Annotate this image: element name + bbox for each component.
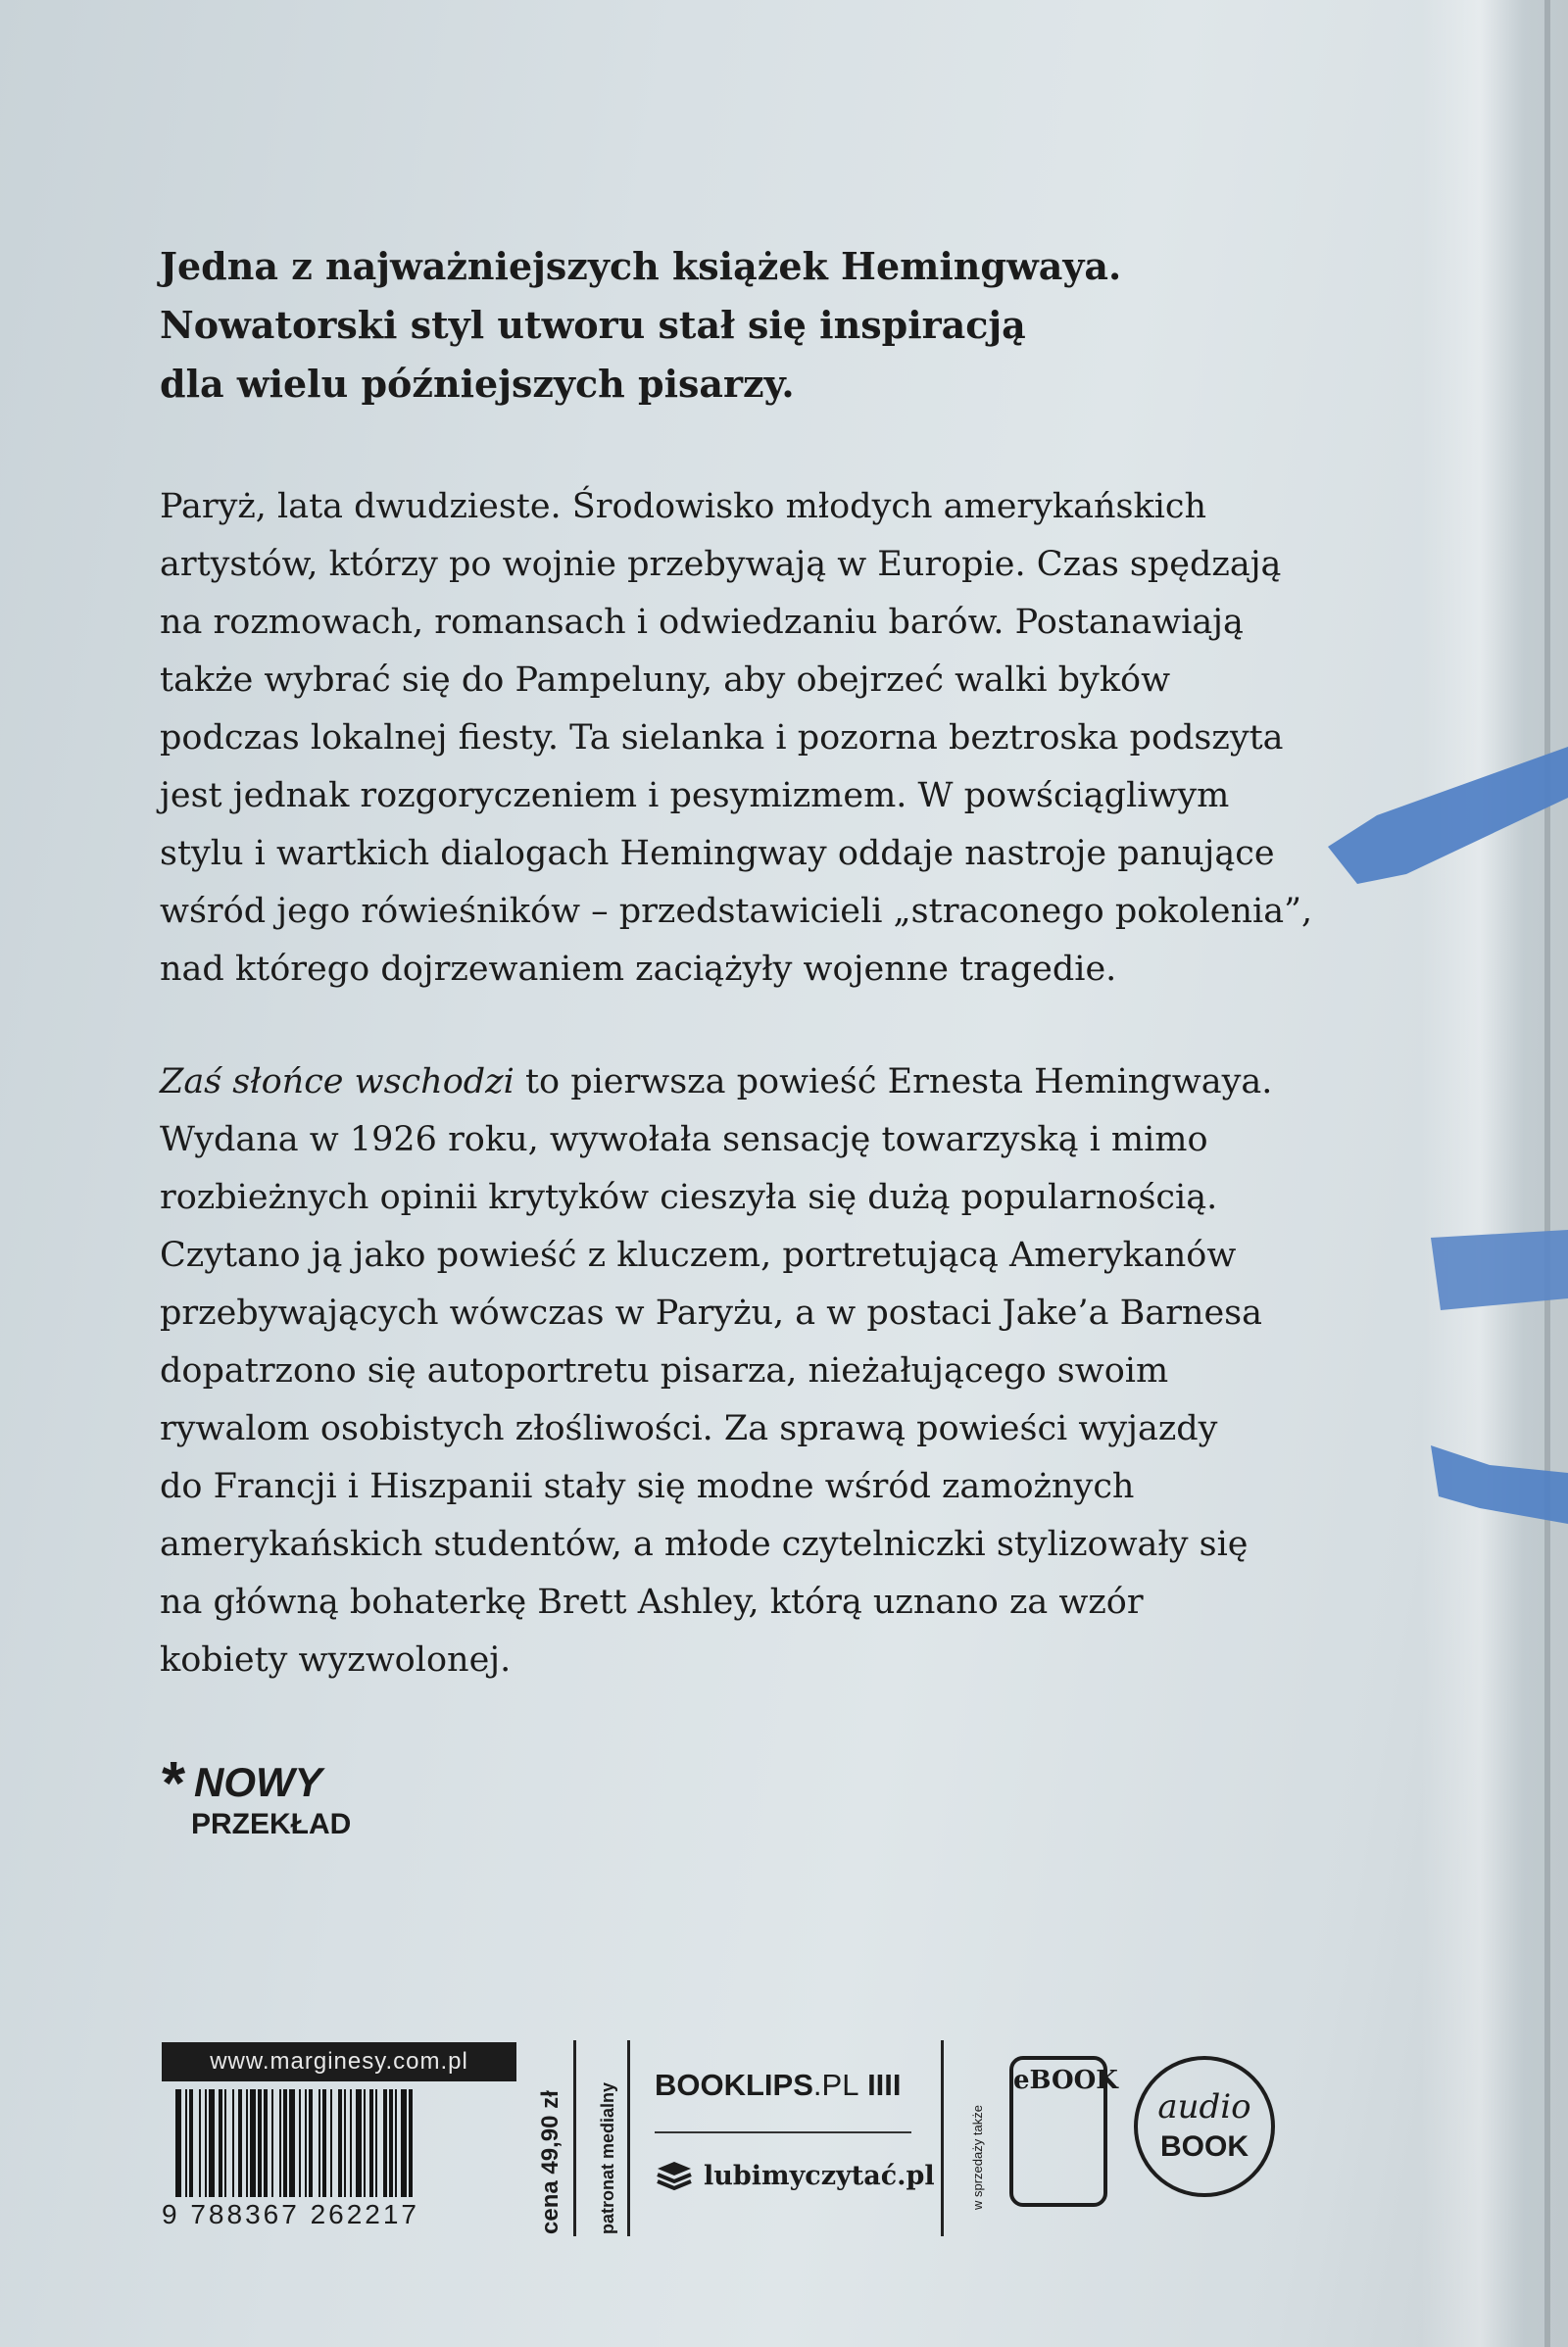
lubimyczytac-logo — [655, 2159, 935, 2192]
barcode-bar — [401, 2089, 407, 2197]
ribbon-bookmark-bottom — [1431, 1445, 1568, 1524]
barcode-bar — [289, 2089, 295, 2197]
barcode-bar — [224, 2089, 226, 2197]
description-paragraph-1 — [160, 478, 1336, 999]
barcode-bar — [395, 2089, 397, 2197]
audiobook-label-1: audio — [1157, 2087, 1251, 2127]
paragraph-line: amerykańskich studentów, a młode czytelniczki stylizowały się — [160, 1525, 1249, 1564]
barcode-bar — [369, 2089, 373, 2197]
asterisk-icon: * — [162, 1750, 186, 1818]
ebook-label: eBOOK — [1013, 2066, 1118, 2095]
paragraph-line: rywalom osobistych złośliwości. Za sprawą powieści wyjazdy — [160, 1409, 1218, 1448]
barcode-bar — [364, 2089, 366, 2197]
lubimyczytac-text: lubimyczytać.pl — [704, 2160, 935, 2191]
paragraph-line: rozbieżnych opinii krytyków cieszyła się dużą popularnością. — [160, 1178, 1218, 1217]
cover-spine-edge — [1544, 0, 1550, 2347]
barcode-bar — [389, 2089, 393, 2197]
divider — [627, 2040, 630, 2236]
paragraph-line: stylu i wartkich dialogach Hemingway oddaje nastroje panujące — [160, 834, 1275, 873]
barcode-bar — [409, 2089, 413, 2197]
barcode-bar — [383, 2089, 387, 2197]
paragraph-line: artystów, którzy po wojnie przebywają w Europie. Czas spędzają — [160, 545, 1282, 584]
barcode-bar — [189, 2089, 193, 2197]
book-stack-icon — [655, 2159, 694, 2192]
paragraph-line: wśród jego rówieśników – przedstawicieli „straconego pokolenia”, — [160, 892, 1313, 931]
paragraph-line: także wybrać się do Pampeluny, aby obejrzeć walki byków — [160, 660, 1171, 700]
audiobook-icon — [1134, 2056, 1275, 2197]
divider — [941, 2040, 944, 2236]
barcode-bar — [185, 2089, 187, 2197]
barcode-bar — [271, 2089, 273, 2197]
barcode-bar — [205, 2089, 207, 2197]
barcode-bar — [283, 2089, 287, 2197]
barcode-bar — [279, 2089, 281, 2197]
barcode-bar — [199, 2089, 201, 2197]
barcode-bar — [356, 2089, 362, 2197]
barcode-bar — [299, 2089, 301, 2197]
booklips-name: BOOKLIPS — [655, 2068, 813, 2102]
lead-text — [160, 237, 1316, 414]
paragraph-line-rest: to pierwsza powieść Ernesta Hemingwaya. — [514, 1062, 1273, 1101]
barcode-bar — [318, 2089, 320, 2197]
barcode-block — [162, 2042, 516, 2228]
barcode-bar — [258, 2089, 262, 2197]
lead-line: Nowatorski styl utworu stał się inspiracją — [160, 303, 1026, 347]
paragraph-line: do Francji i Hiszpanii stały się modne wśród zamożnych — [160, 1467, 1135, 1506]
lead-line: dla wielu późniejszych pisarzy. — [160, 362, 795, 406]
barcode-bar — [309, 2089, 313, 2197]
paragraph-line: kobiety wyzwolonej. — [160, 1640, 512, 1680]
paragraph-line: Wydana w 1926 roku, wywołała sensację towarzyską i mimo — [160, 1120, 1208, 1159]
ribbon-bookmark-top — [1328, 737, 1568, 884]
paragraph-line: na główną bohaterkę Brett Ashley, którą uznano za wzór — [160, 1583, 1144, 1622]
paragraph-line: Czytano ją jako powieść z kluczem, portretującą Amerykanów — [160, 1236, 1237, 1275]
description-paragraph-2 — [160, 1053, 1336, 1689]
paragraph-line: Paryż, lata dwudzieste. Środowisko młodych amerykańskich — [160, 487, 1207, 526]
booklips-logo — [655, 2068, 902, 2103]
publisher-url: www.marginesy.com.pl — [162, 2042, 516, 2081]
paragraph-line: na rozmowach, romansach i odwiedzaniu barów. Postanawiają — [160, 603, 1244, 642]
barcode-bar — [219, 2089, 222, 2197]
also-available-label: w sprzedaży także — [970, 2105, 985, 2210]
barcode-bar — [250, 2089, 256, 2197]
barcode-bar — [238, 2089, 242, 2197]
badge-line-2: PRZEKŁAD — [191, 1808, 352, 1840]
booklips-bars: IIII — [867, 2068, 902, 2102]
barcode-bar — [338, 2089, 342, 2197]
price-label: cena 49,90 zł — [537, 2090, 564, 2234]
booklips-domain: .PL — [812, 2068, 859, 2102]
ribbon-bookmark-middle — [1431, 1230, 1568, 1318]
divider — [655, 2131, 911, 2133]
badge-line-1: NOWY — [194, 1759, 322, 1805]
barcode-bar — [264, 2089, 268, 2197]
barcode-bar — [322, 2089, 326, 2197]
paragraph-line: dopatrzono się autoportretu pisarza, nieżałującego swoim — [160, 1351, 1169, 1391]
barcode-bar — [375, 2089, 377, 2197]
barcode-bar — [305, 2089, 307, 2197]
paragraph-line: jest jednak rozgoryczeniem i pesymizmem. W powściągliwym — [160, 776, 1230, 815]
paragraph-line: nad którego dojrzewaniem zaciążyły wojenne tragedie. — [160, 950, 1117, 989]
lead-line: Jedna z najważniejszych książek Hemingwaya. — [160, 244, 1122, 288]
paragraph-line — [160, 1053, 1336, 1111]
ean-number: 9 788367 262217 — [162, 2199, 419, 2229]
barcode-bar — [330, 2089, 332, 2197]
barcode-bar — [344, 2089, 346, 2197]
barcode-bar — [246, 2089, 248, 2197]
paragraph-line: podczas lokalnej fiesty. Ta sielanka i pozorna beztroska podszyta — [160, 718, 1284, 758]
paragraph-line: przebywających wówczas w Paryżu, a w postaci Jake’a Barnesa — [160, 1294, 1263, 1333]
barcode — [162, 2089, 516, 2197]
book-title-italic: Zaś słońce wschodzi — [160, 1062, 514, 1101]
ebook-icon — [1009, 2056, 1118, 2207]
barcode-bar — [232, 2089, 234, 2197]
barcode-bar — [209, 2089, 215, 2197]
divider — [573, 2040, 576, 2236]
barcode-bar — [175, 2089, 181, 2197]
audiobook-label-2: BOOK — [1160, 2130, 1249, 2163]
barcode-bar — [350, 2089, 352, 2197]
media-patronage-label: patronat medialny — [598, 2081, 617, 2234]
